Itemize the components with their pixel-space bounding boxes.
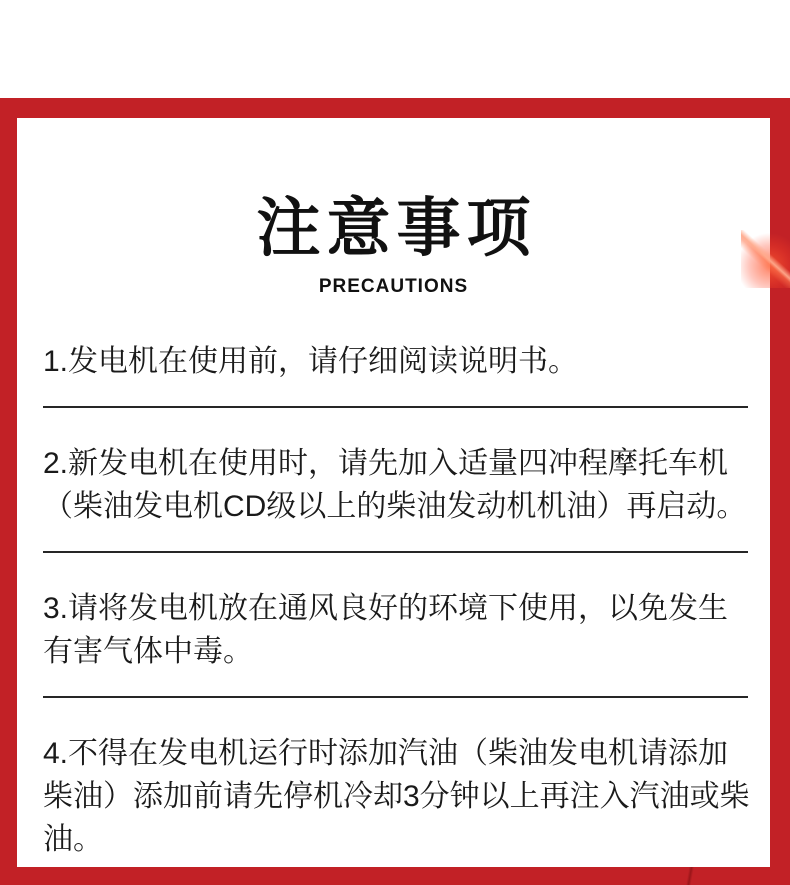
precaution-item-3: 3.请将发电机放在通风良好的环境下使用，以免发生有害气体中毒。 bbox=[43, 592, 729, 668]
top-whitespace bbox=[0, 0, 790, 98]
precaution-item-1: 1.发电机在使用前，请仔细阅读说明书。 bbox=[43, 345, 579, 378]
precautions-panel bbox=[0, 98, 790, 885]
precaution-item-2: 2.新发电机在使用时，请先加入适量四冲程摩托车机（柴油发电机CD级以上的柴油发动机机油）再启动。 bbox=[43, 447, 747, 523]
precaution-item-4: 4.不得在发电机运行时添加汽油（柴油发电机请添加柴油）添加前请先停机冷却3分钟以上再注入汽油或柴油。 bbox=[43, 737, 750, 856]
divider bbox=[43, 406, 748, 408]
divider bbox=[43, 551, 748, 553]
page-title: 注意事项 bbox=[256, 192, 537, 264]
corner-seam-decoration bbox=[660, 867, 720, 885]
divider bbox=[43, 696, 748, 698]
page-subtitle: PRECAUTIONS bbox=[318, 276, 469, 297]
precautions-list bbox=[43, 340, 754, 861]
